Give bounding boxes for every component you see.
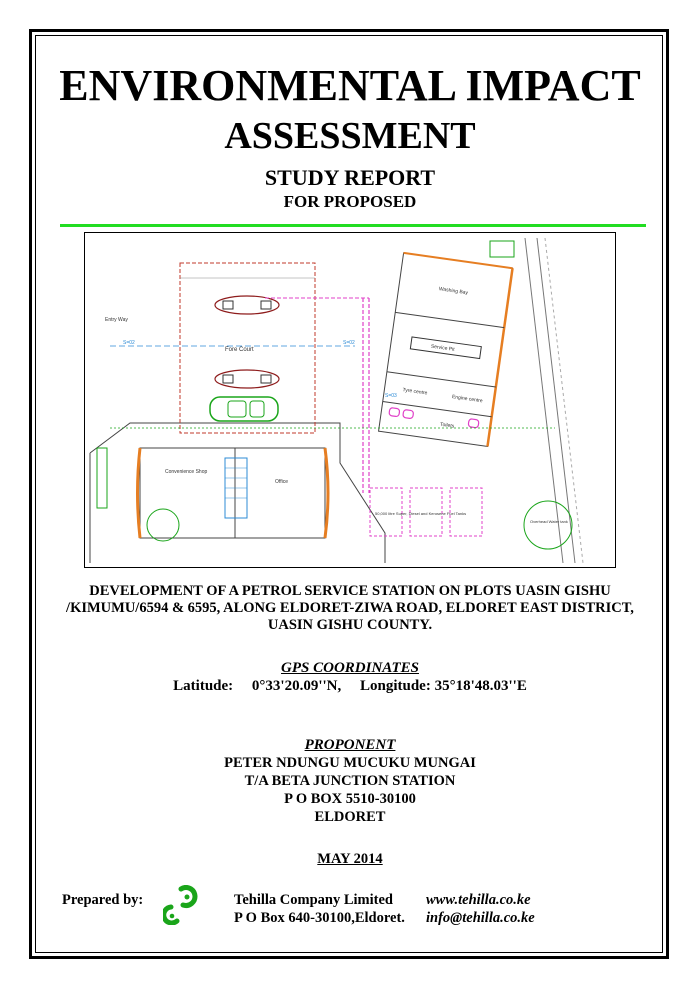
site-plan-drawing bbox=[84, 232, 616, 568]
gps-coordinates: Latitude: 0°33'20.09''N, Longitude: 35°18'48.03''E bbox=[173, 678, 527, 694]
plan-label-forecourt: Fore Court bbox=[225, 347, 254, 353]
company-address: P O Box 640-30100,Eldoret. bbox=[234, 910, 405, 926]
report-date: MAY 2014 bbox=[317, 851, 383, 867]
plan-label-entry: Entry Way bbox=[105, 317, 128, 323]
plan-label-engine-centre: Engine centre bbox=[451, 394, 483, 405]
plan-label-overhead-tank: Overhead Water tank bbox=[530, 519, 568, 524]
title-line-3: STUDY REPORT bbox=[264, 165, 436, 190]
plan-label-section-b: S=02 bbox=[343, 340, 355, 346]
gps-heading: GPS COORDINATES bbox=[281, 660, 419, 676]
car-icon bbox=[210, 397, 278, 421]
plan-label-washing-bay: Washing Bay bbox=[438, 286, 469, 297]
proponent-heading: PROPONENT bbox=[304, 737, 396, 753]
title-line-2: ASSESSMENT bbox=[224, 115, 476, 157]
plan-label-tyre-centre: Tyre centre bbox=[402, 387, 428, 397]
plan-label-section-c: S=03 bbox=[385, 393, 397, 399]
plan-label-fuel-tanks: 50,000 litre Super, Diesel and Kerosene Fuel Tanks bbox=[375, 511, 467, 516]
title-line-4: FOR PROPOSED bbox=[283, 192, 417, 211]
company-name: Tehilla Company Limited bbox=[234, 892, 393, 908]
plan-label-shop: Convenience Shop bbox=[165, 469, 208, 475]
proponent-box: P O BOX 5510-30100 bbox=[284, 791, 416, 807]
green-divider bbox=[60, 224, 646, 227]
proponent-trading-as: T/A BETA JUNCTION STATION bbox=[244, 773, 456, 789]
company-email[interactable]: info@tehilla.co.ke bbox=[426, 910, 535, 926]
project-description: DEVELOPMENT OF A PETROL SERVICE STATION ON PLOTS UASIN GISHU /KIMUMU/6594 & 6595, ALONG ELDORET-ZIWA ROAD, ELDORET EAST DISTRICT, UASIN GISHU COUNTY. bbox=[66, 583, 634, 633]
plan-label-service-pit: Service Pit bbox=[430, 343, 455, 353]
plan-label-toilets: Toilets bbox=[439, 421, 455, 430]
title-line-1: ENVIRONMENTAL IMPACT bbox=[59, 61, 641, 110]
tehilla-logo-icon bbox=[163, 885, 209, 925]
proponent-name: PETER NDUNGU MUCUKU MUNGAI bbox=[224, 755, 476, 771]
plan-label-section-a: S=02 bbox=[123, 340, 135, 346]
company-website[interactable]: www.tehilla.co.ke bbox=[426, 892, 531, 908]
plan-label-office: Office bbox=[275, 479, 288, 485]
prepared-by-label: Prepared by: bbox=[62, 892, 144, 908]
proponent-town: ELDORET bbox=[314, 809, 386, 825]
